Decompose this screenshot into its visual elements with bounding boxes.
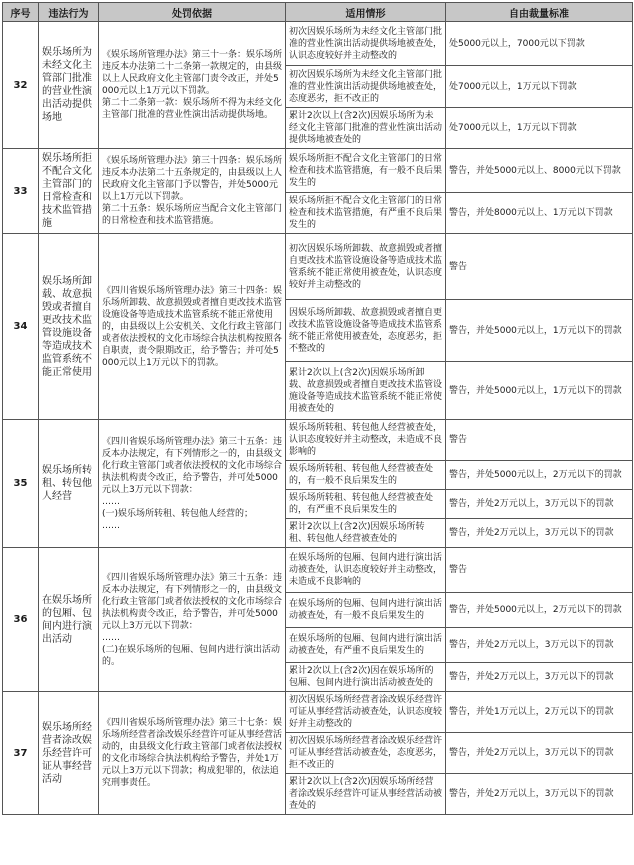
violation-cell: 娱乐场所转租、转包他人经营 [39, 420, 99, 548]
standard-cell: 警告，并处5000元以上、8000元以下罚款 [446, 149, 633, 193]
standard-cell: 处5000元以上，7000元以下罚款 [446, 22, 633, 66]
header-violation: 违法行为 [39, 3, 99, 22]
standard-cell: 警告，并处5000元以上，1万元以下的罚款 [446, 300, 633, 362]
standard-cell: 警告，并处2万元以上，3万元以下的罚款 [446, 774, 633, 815]
standard-cell: 警告，并处2万元以上，3万元以下的罚款 [446, 663, 633, 692]
situation-cell: 娱乐场所拒不配合文化主管部门的日常检查和技术监管措施，有严重不良后果发生的 [286, 193, 446, 234]
situation-cell: 娱乐场所转租、转包他人经营被查处的，有严重不良后果发生的 [286, 490, 446, 519]
penalty-basis-cell [99, 420, 286, 548]
penalty-basis-cell [99, 22, 286, 149]
standard-cell: 警告，并处2万元以上，3万元以下的罚款 [446, 519, 633, 548]
situation-cell: 累计2次以上(含2次)因娱乐场所转租、转包他人经营被查处的 [286, 519, 446, 548]
item-number: 35 [3, 420, 39, 548]
situation-cell: 在娱乐场所的包厢、包间内进行演出活动被查处，有严重不良后果发生的 [286, 628, 446, 663]
situation-cell: 在娱乐场所的包厢、包间内进行演出活动被查处，认识态度较好并主动整改，未造成不良影响的 [286, 548, 446, 593]
situation-cell: 累计2次以上(含2次)因娱乐场所卸载、故意损毁或者擅自更改技术监管设施设备等造成技术监管系统不能正常使用被查处的 [286, 362, 446, 420]
situation-cell: 累计2次以上(含2次)因娱乐场所为未经文化主管部门批准的营业性演出活动提供场地被查处的 [286, 108, 446, 149]
penalty-basis-text: 《四川省娱乐场所管理办法》第三十五条：违反本办法规定，有下列情形之一的，由县级文化行政主管部门或者依法授权的文化市场综合执法机构责令改正，给予警告，并可处5000元以上3万元以下罚款： …… (二)在娱乐场所的包厢、包间内进行演出活动的。 [102, 572, 283, 667]
situation-cell: 娱乐场所拒不配合文化主管部门的日常检查和技术监管措施，有一般不良后果发生的 [286, 149, 446, 193]
standard-cell: 警告 [446, 420, 633, 461]
penalty-basis-text: 《四川省娱乐场所管理办法》第三十四条：娱乐场所卸载、故意损毁或者擅自更改技术监管设施设备等造成技术监管系统不能正常使用的，由县级以上公安机关、文化行政主管部门或者依法授权的文化市场综合执法机构按照各自职责，责令限期改正，给予警告；并可处5000元以上1万元以下的罚款。 [102, 285, 283, 368]
standard-cell: 警告，并处2万元以上，3万元以下的罚款 [446, 490, 633, 519]
situation-cell: 娱乐场所转租、转包他人经营被查处的，有一般不良后果发生的 [286, 461, 446, 490]
violation-cell: 娱乐场所为未经文化主管部门批准的营业性演出活动提供场地 [39, 22, 99, 149]
situation-cell: 初次因娱乐场所为未经文化主管部门批准的营业性演出活动提供场地被查处，认识态度较好并主动整改的 [286, 22, 446, 66]
penalty-basis-text: 《娱乐场所管理办法》第三十一条：娱乐场所违反本办法第二十二条第一款规定的，由县级以上人民政府文化主管部门责令改正，并处5000元以上1万元以下罚款。 第二十二条第一款：娱乐场所不得为未经文化主管部门批准的营业性演出活动提供场地。 [102, 50, 283, 120]
standard-cell: 处7000元以上，1万元以下罚款 [446, 108, 633, 149]
header-no: 序号 [3, 3, 39, 22]
penalty-basis-cell [99, 692, 286, 815]
situation-cell: 累计2次以上(含2次)因在娱乐场所的包厢、包间内进行演出活动被查处的 [286, 663, 446, 692]
table-row [3, 234, 633, 300]
standard-cell: 警告，并处5000元以上，1万元以下的罚款 [446, 362, 633, 420]
table-row [3, 692, 633, 733]
penalty-basis-cell [99, 149, 286, 234]
item-number: 36 [3, 548, 39, 692]
situation-cell: 初次因娱乐场所经营者涂改娱乐经营许可证从事经营活动被查处，态度恶劣，拒不改正的 [286, 733, 446, 774]
item-number: 37 [3, 692, 39, 815]
header-situation: 适用情形 [286, 3, 446, 22]
table-row [3, 420, 633, 461]
situation-cell: 累计2次以上(含2次)因娱乐场所经营者涂改娱乐经营许可证从事经营活动被查处的 [286, 774, 446, 815]
table-header [3, 3, 633, 22]
table-row [3, 22, 633, 66]
situation-cell: 初次因娱乐场所为未经文化主管部门批准的营业性演出活动提供场地被查处，态度恶劣，拒不改正的 [286, 66, 446, 108]
standard-cell: 警告 [446, 234, 633, 300]
penalty-basis-text: 《四川省娱乐场所管理办法》第三十五条：违反本办法规定，有下列情形之一的，由县级文化行政主管部门或者依法授权的文化市场综合执法机构责令改正，给予警告，并可处5000元以上3万元以下罚款： …… (一)娱乐场所转租、转包他人经营的； …… [102, 436, 283, 531]
situation-cell: 在娱乐场所的包厢、包间内进行演出活动被查处，有一般不良后果发生的 [286, 593, 446, 628]
header-standard: 自由裁量标准 [446, 3, 633, 22]
situation-cell: 初次因娱乐场所卸载、故意损毁或者擅自更改技术监管设施设备等造成技术监管系统不能正常使用被查处，认识态度较好并主动整改的 [286, 234, 446, 300]
standard-cell: 处7000元以上，1万元以下罚款 [446, 66, 633, 108]
table-row [3, 548, 633, 593]
standard-cell: 警告 [446, 548, 633, 593]
penalty-basis-cell [99, 234, 286, 420]
item-number: 33 [3, 149, 39, 234]
situation-cell: 娱乐场所转租、转包他人经营被查处，认识态度较好并主动整改，未造成不良影响的 [286, 420, 446, 461]
violation-cell: 娱乐场所拒不配合文化主管部门的日常检查和技术监管措施 [39, 149, 99, 234]
standard-cell: 警告，并处8000元以上、1万元以下罚款 [446, 193, 633, 234]
violation-cell: 娱乐场所经营者涂改娱乐经营许可证从事经营活动 [39, 692, 99, 815]
situation-cell: 初次因娱乐场所经营者涂改娱乐经营许可证从事经营活动被查处，认识态度较好并主动整改的 [286, 692, 446, 733]
penalty-basis-cell [99, 548, 286, 692]
penalty-basis-text: 《四川省娱乐场所管理办法》第三十七条：娱乐场所经营者涂改娱乐经营许可证从事经营活动的，由县级文化行政主管部门或者依法授权的文化市场综合执法机构给予警告，并处1万元以上3万元以下罚款；构成犯罪的，依法追究刑事责任。 [102, 718, 283, 788]
standard-cell: 警告，并处5000元以上，2万元以下的罚款 [446, 461, 633, 490]
item-number: 32 [3, 22, 39, 149]
table-row [3, 149, 633, 193]
violation-cell: 在娱乐场所的包厢、包间内进行演出活动 [39, 548, 99, 692]
penalty-discretion-table [2, 2, 633, 815]
standard-cell: 警告，并处1万元以上，2万元以下的罚款 [446, 692, 633, 733]
situation-cell: 因娱乐场所卸载、故意损毁或者擅自更改技术监管设施设备等造成技术监管系统不能正常使用被查处，态度恶劣，拒不整改的 [286, 300, 446, 362]
standard-cell: 警告，并处2万元以上，3万元以下的罚款 [446, 628, 633, 663]
standard-cell: 警告，并处5000元以上，2万元以下的罚款 [446, 593, 633, 628]
item-number: 34 [3, 234, 39, 420]
table-body [3, 22, 633, 815]
standard-cell: 警告，并处2万元以上，3万元以下的罚款 [446, 733, 633, 774]
penalty-basis-text: 《娱乐场所管理办法》第三十四条：娱乐场所违反本办法第二十五条规定的，由县级以上人民政府文化主管部门予以警告，并处5000元以上1万元以下罚款。 第二十五条：娱乐场所应当配合文化主管部门的日常检查和技术监管措施。 [102, 156, 283, 226]
header-basis: 处罚依据 [99, 3, 286, 22]
violation-cell: 娱乐场所卸载、故意损毁或者擅自更改技术监管设施设备等造成技术监管系统不能正常使用 [39, 234, 99, 420]
